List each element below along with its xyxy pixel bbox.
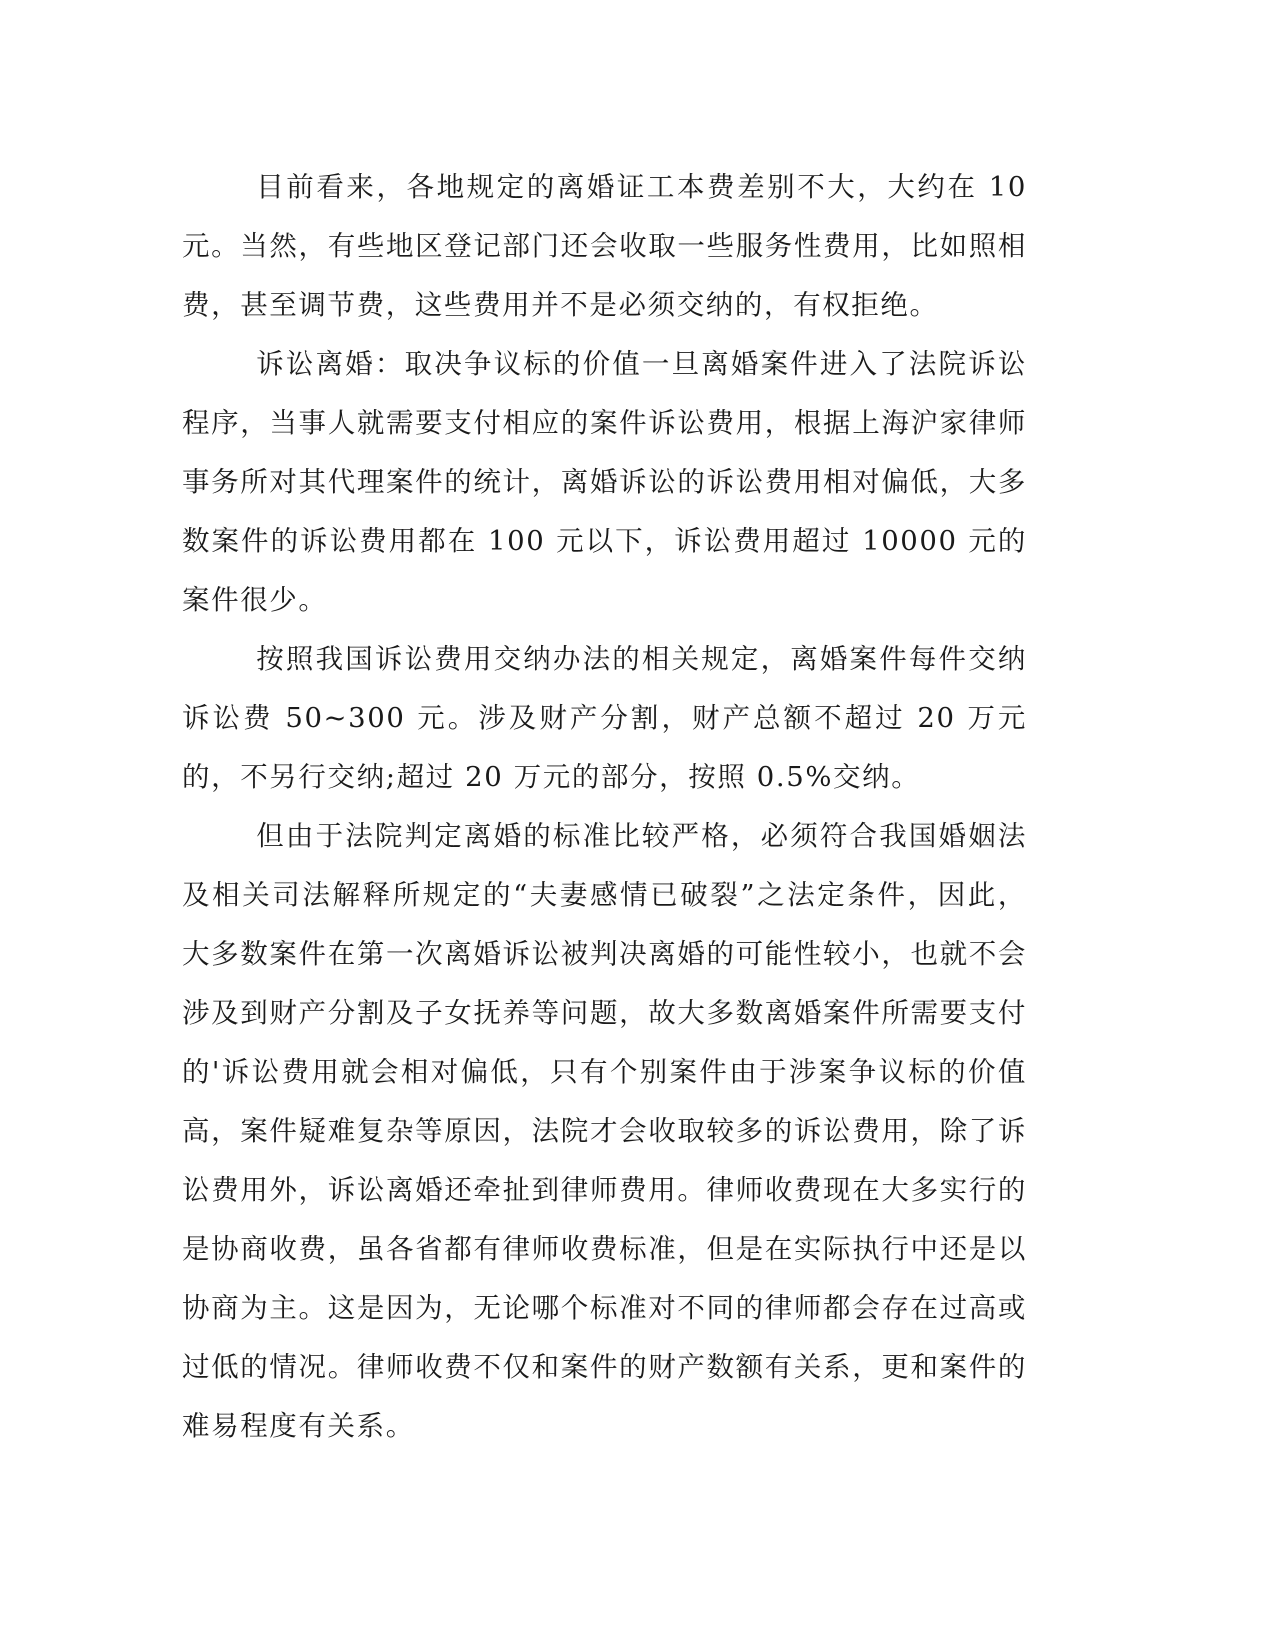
paragraph-litigation-divorce: 诉讼离婚：取决争议标的价值一旦离婚案件进入了法院诉讼程序，当事人就需要支付相应的案件诉讼费用，根据上海沪家律师事务所对其代理案件的统计，离婚诉讼的诉讼费用相对偏低，大多数案件的诉讼费用都在 100 元以下，诉讼费用超过 10000 元的案件很少。 xyxy=(182,348,1027,616)
paragraph-certificate-fee: 目前看来，各地规定的离婚证工本费差别不大，大约在 10 元。当然，有些地区登记部门还会收取一些服务性费用，比如照相费，甚至调节费，这些费用并不是必须交纳的，有权拒绝。 xyxy=(182,171,1027,321)
paragraph-fee-regulations: 按照我国诉讼费用交纳办法的相关规定，离婚案件每件交纳诉讼费 50~300 元。涉及财产分割，财产总额不超过 20 万元的，不另行交纳;超过 20 万元的部分，按照 0.5%交纳。 xyxy=(182,643,1027,793)
document-body xyxy=(182,158,1027,1456)
paragraph-lawyer-fees: 但由于法院判定离婚的标准比较严格，必须符合我国婚姻法及相关司法解释所规定的“夫妻感情已破裂”之法定条件，因此，大多数案件在第一次离婚诉讼被判决离婚的可能性较小，也就不会涉及到财产分割及子女抚养等问题，故大多数离婚案件所需要支付的'诉讼费用就会相对偏低，只有个别案件由于涉案争议标的价值高，案件疑难复杂等原因，法院才会收取较多的诉讼费用，除了诉讼费用外，诉讼离婚还牵扯到律师费用。律师收费现在大多实行的是协商收费，虽各省都有律师收费标准，但是在实际执行中还是以协商为主。这是因为，无论哪个标准对不同的律师都会存在过高或过低的情况。律师收费不仅和案件的财产数额有关系，更和案件的难易程度有关系。 xyxy=(182,820,1027,1442)
